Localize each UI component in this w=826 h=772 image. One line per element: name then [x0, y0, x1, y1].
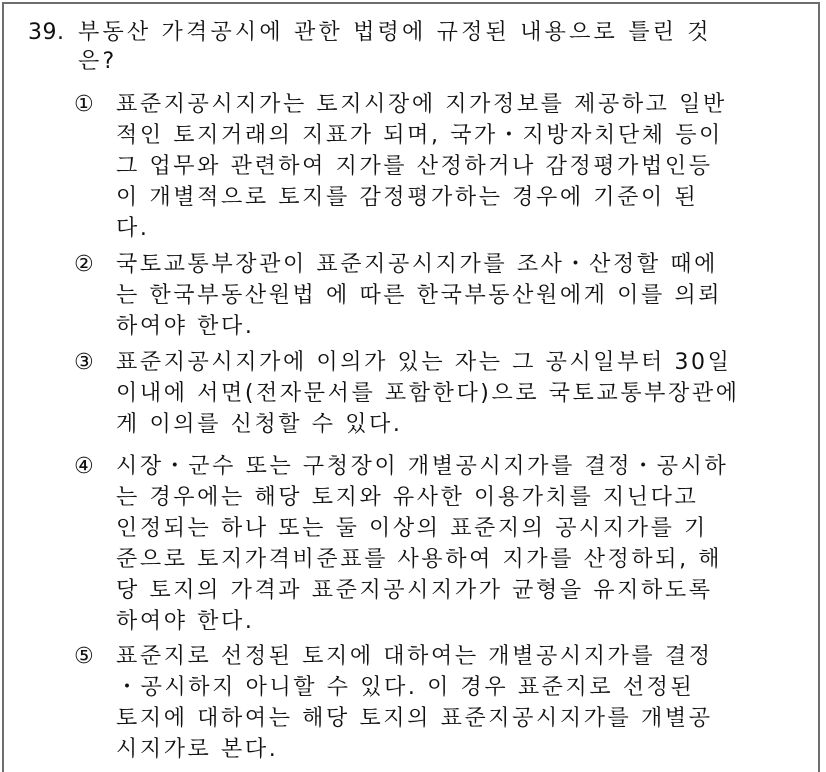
- choice-text-line: 게 이의를 신청할 수 있다.: [116, 412, 403, 437]
- choice-text-line: 는 경우에는 해당 토지와 유사한 이용가치를 지닌다고: [116, 485, 699, 510]
- choice-text-line: 당 토지의 가격과 표준지공시지가가 균형을 유지하도록: [116, 578, 713, 603]
- choice-text-line: 표준지공시지가는 토지시장에 지가정보를 제공하고 일반: [116, 92, 727, 117]
- choice-text-line: 하여야 한다.: [116, 609, 255, 634]
- question-frame: [2, 2, 820, 772]
- choice-text-line: 하여야 한다.: [116, 314, 255, 339]
- question-number: 39.: [28, 20, 65, 45]
- choice-text-line: 국토교통부장관이 표준지공시지가를 조사・산정할 때에: [116, 252, 718, 277]
- choice-marker: ⑤: [74, 644, 94, 669]
- question-stem-line: 부동산 가격공시에 관한 법령에 규정된 내용으로 틀린 것: [78, 20, 712, 45]
- choice-marker: ④: [74, 454, 94, 479]
- choice-marker: ③: [74, 350, 94, 375]
- choice-text-line: 적인 토지거래의 지표가 되며, 국가・지방자치단체 등이: [116, 123, 723, 148]
- question-stem-line: 은?: [78, 49, 118, 74]
- choice-marker: ①: [74, 92, 94, 117]
- choice-text-line: 토지에 대하여는 해당 토지의 표준지공시지가를 개별공: [116, 706, 713, 731]
- choice-text-line: 이 개별적으로 토지를 감정평가하는 경우에 기준이 된: [116, 185, 699, 210]
- choice-text-line: 인정되는 하나 또는 둘 이상의 표준지의 공시지가를 기: [116, 516, 708, 541]
- choice-text-line: 표준지공시지가에 이의가 있는 자는 그 공시일부터 30일: [116, 350, 732, 375]
- choice-text-line: 는 한국부동산원법 에 따른 한국부동산원에게 이를 의뢰: [116, 283, 723, 308]
- choice-text-line: 표준지로 선정된 토지에 대하여는 개별공시지가를 결정: [116, 644, 713, 669]
- choice-text-line: 다.: [116, 216, 150, 241]
- choice-text-line: 시지가로 본다.: [116, 737, 279, 762]
- choice-text-line: 시장・군수 또는 구청장이 개별공시지가를 결정・공시하: [116, 454, 729, 479]
- choice-text-line: 이내에 서면(전자문서를 포함한다)으로 국토교통부장관에: [116, 381, 740, 406]
- choice-text-line: 준으로 토지가격비준표를 사용하여 지가를 산정하되, 해: [116, 547, 723, 572]
- choice-text-line: ・공시하지 아니할 수 있다. 이 경우 표준지로 선정된: [116, 675, 695, 700]
- choice-marker: ②: [74, 252, 94, 277]
- choice-text-line: 그 업무와 관련하여 지가를 산정하거나 감정평가법인등: [116, 154, 713, 179]
- question-39: [4, 4, 818, 772]
